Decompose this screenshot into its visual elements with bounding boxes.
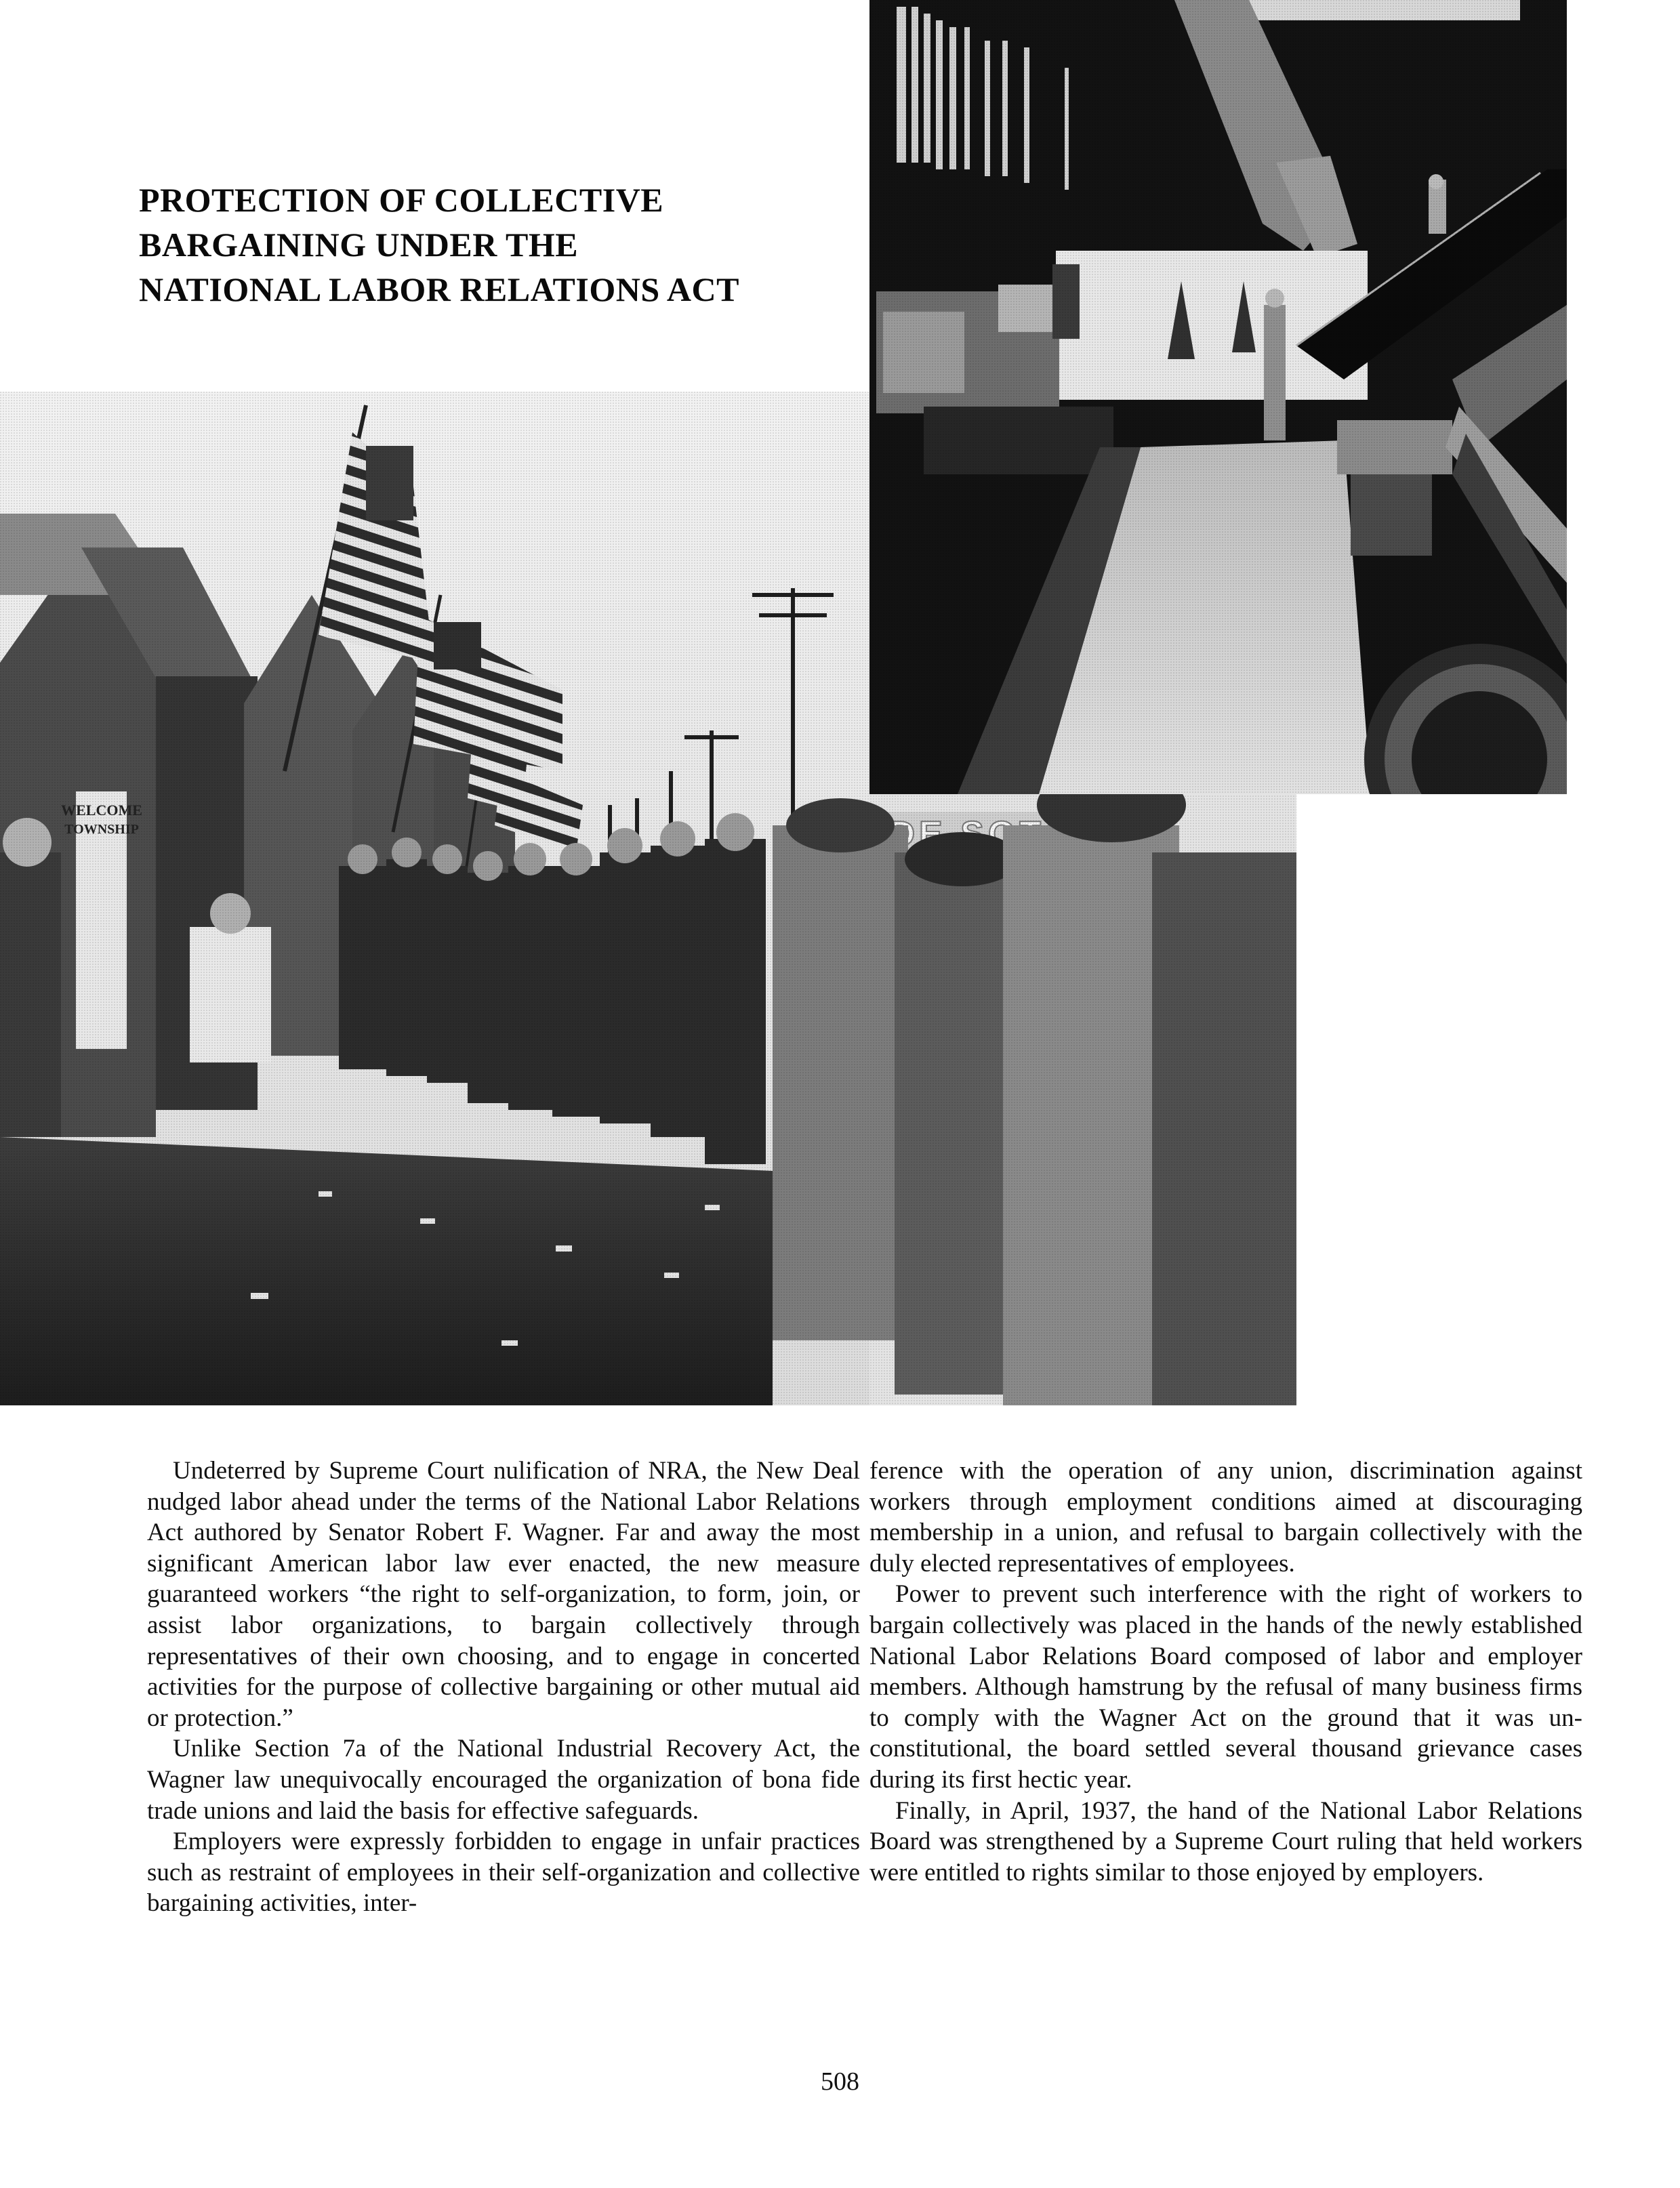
title-line: BARGAINING UNDER THE xyxy=(139,226,579,264)
title-line: PROTECTION OF COLLECTIVE xyxy=(139,181,664,219)
poster-line-2: TOWNSHIP xyxy=(64,822,139,837)
paragraph: Finally, in April, 1937, the hand of the National Labor Relations Board was strengthened by a Supreme Court ruling that held workers were entitled to rights similar to those enjoyed by employers. xyxy=(869,1796,1582,1886)
factory-interior-photo xyxy=(869,0,1567,794)
page-title xyxy=(139,178,817,312)
paragraph-continued: ference with the operation of any union, discrimination against workers through employment conditions aimed at discouraging membership in a union, and refusal to bargain collectively with the duly elected representatives of employees. xyxy=(869,1457,1582,1577)
page-number: 508 xyxy=(821,2067,859,2096)
paragraph: Power to prevent such interference with the right of workers to bargain collectively was placed in the hands of the newly established National Labor Relations Board composed of labor and employer members. Although hamstrung by the refusal of many business firms to comply with the Wagner Act on the ground that it was unconstitutional, the board settled several thousand grievance cases during its first hectic year. xyxy=(869,1580,1582,1794)
text-column-left xyxy=(147,1456,860,1919)
paragraph: Employers were expressly forbidden to engage in unfair practices such as restraint of employees in their self-organization and collective bargaining activities, inter- xyxy=(147,1828,860,1918)
text-column-right xyxy=(869,1456,1582,1888)
paragraph: Undeterred by Supreme Court nulification of NRA, the New Deal nudged labor ahead under the terms of the National Labor Relations Act authored by Senator Robert F. Wagner. Far and away the most significant American labor law ever enacted, the new measure guaranteed workers “the right to self-organization, to form, join, or assist labor organizations, to bargain collectively through representatives of their own choosing, and to engage in concerted activities for the purpose of collective bargaining or other mutual aid or protection.” xyxy=(147,1457,860,1732)
poster-line-1: WELCOME xyxy=(61,802,142,819)
desoto-sign: DE xyxy=(889,814,947,854)
paragraph: Unlike Section 7a of the National Industrial Recovery Act, the Wagner law unequivocally encouraged the organization of bona fide trade unions and laid the basis for effective safeguards. xyxy=(147,1735,860,1825)
factory-photo-illustration xyxy=(869,0,1567,794)
title-line: NATIONAL LABOR RELATIONS ACT xyxy=(139,270,739,308)
